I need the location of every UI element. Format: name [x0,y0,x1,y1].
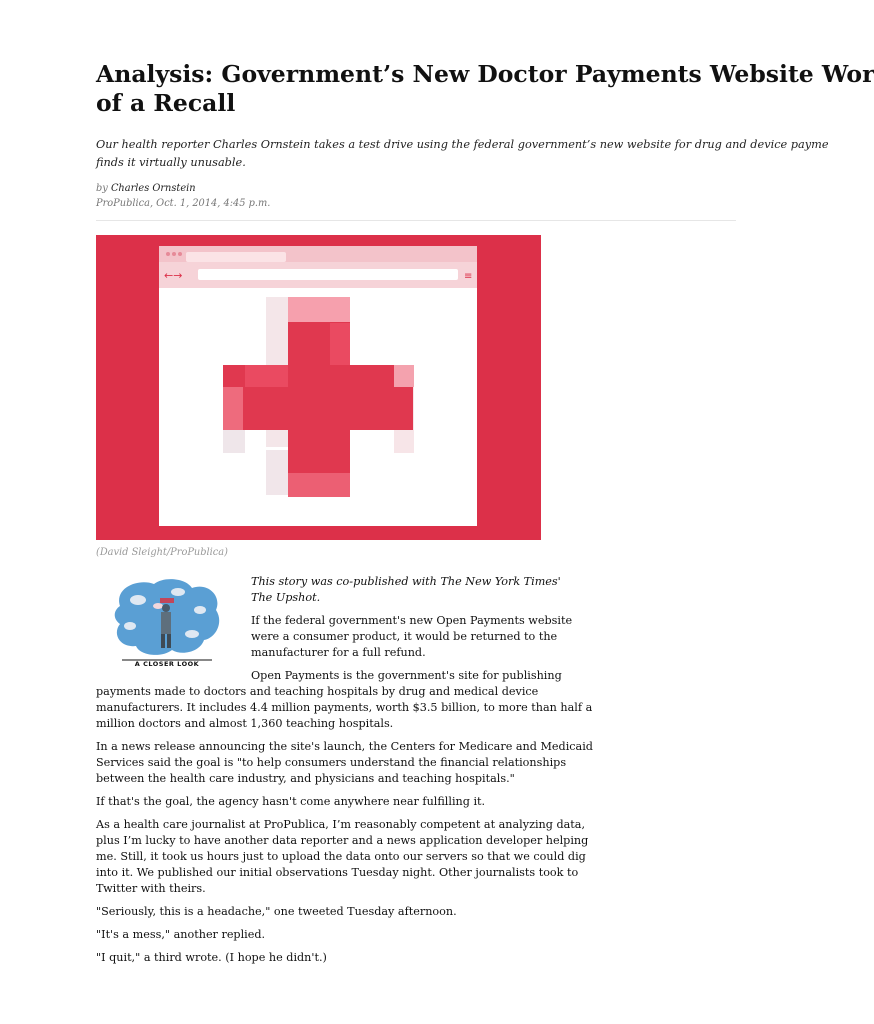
byline-prefix: by [96,183,108,194]
dateline: ProPublica, Oct. 1, 2014, 4:45 p.m. [96,198,271,209]
paragraph: In a news release announcing the site's launch, the Centers for Medicare and Medicaid Services said the goal is "to help consumers understand the financial relationships between the health care industry, and physicians and teaching hospitals." [96,740,593,785]
author-link[interactable]: Charles Ornstein [110,183,196,194]
title-line: Analysis: Government’s New Doctor Payments Website Wor [96,60,874,88]
hero-illustration [96,235,541,540]
paragraph: "Seriously, this is a headache," one tweeted Tuesday afternoon. [96,905,457,918]
paragraph: If that's the goal, the agency hasn't come anywhere near fulfilling it. [96,795,486,808]
copublish-note: This story was co-published with The New York Times' The Upshot. [251,575,561,604]
paragraph: "I quit," a third wrote. (I hope he didn't.) [96,951,327,964]
article-title [96,60,874,118]
dek-line: Our health reporter Charles Ornstein takes a test drive using the federal government’s new website for drug and device payme [96,138,829,151]
title-line: of a Recall [96,89,236,117]
svg-text:←→: ←→ [164,269,183,282]
paragraph: If the federal government's new Open Payments website were a consumer product, it would be returned to the manufacturer for a full refund. [251,614,573,659]
paragraph: As a health care journalist at ProPublica, I’m reasonably competent at analyzing data, plus I’m lucky to have another data reporter and a news application developer helping me. Still, it took us hours just to upload the data onto our servers so that we could dig into it. We published our initial observations Tuesday night. Other journalists took to Twitter with theirs. [96,818,589,895]
header-divider [96,220,736,221]
byline [96,181,270,211]
svg-text:≡: ≡ [464,271,473,282]
article-body [96,574,593,973]
dek-line: finds it virtually unusable. [96,156,246,169]
image-credit: (David Sleight/ProPublica) [96,547,228,558]
paragraph: Open Payments is the government's site for publishing payments made to doctors and teaching hospitals by drug and medical device manufacturers. It includes 4.4 million payments, worth $3.5 billion, to more than half a million doctors and almost 1,360 teaching hospitals. [96,669,593,730]
thumbnail-caption: A CLOSER LOOK [134,660,200,668]
paragraph: "It's a mess," another replied. [96,928,266,941]
article-dek [96,136,829,172]
